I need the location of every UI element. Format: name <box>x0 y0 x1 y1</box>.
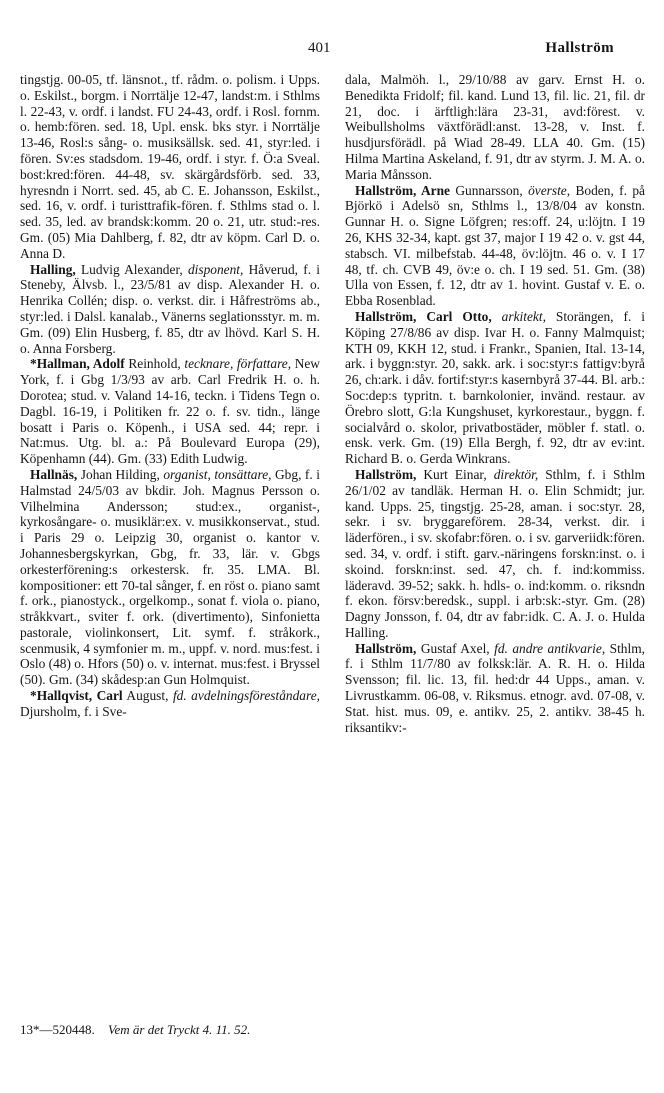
page-number: 401 <box>308 40 331 56</box>
entry-surname: *Hallman, Adolf <box>30 356 125 372</box>
entry-hallnas <box>20 467 320 688</box>
entry-body: Håverud, f. i Steneby, Älvsb. l., 23/5/81 av disp. Alexander H. o. Henrika Collén; disp. o. verkst. dir. i Håfreströms ab., styr:led. i Dalsl. kanalab., Vänerns seglationsstyr. m. m. Gm. (09) Elin Husberg, f. 85, dtr av lhövd. Karl S. H. o. Anna Forsberg. <box>20 261 320 356</box>
entry-body: New York, f. i Gbg 1/3/93 av arb. Carl Fredrik H. o. h. Dorotea; stud. v. Valand 14-16, teckn. i Tidens Tegn o. Dagbl. 16-19, i Politiken fr. 22 o. f. sv. tidn., länge bosatt i Paris o. Köpenh., i USA sed. 44; repr. i Nat:mus. Utg. bl. a.: På Boulevard Europa (29), Köpenhamn (44). Gm. (33) Edith Ludwig. <box>20 356 320 467</box>
entry-surname: *Hallqvist, Carl <box>30 688 123 704</box>
entry-hallqvist <box>20 688 320 720</box>
entry-body: Sthlm, f. i Sthlm 26/1/02 av tandläk. Herman H. o. Elin Schmidt; jur. kand. Upps. 25, tingstjg. 25-28, aman. i soc:styr. 28, sekr. i sv. bryggareförem. 28-34, verkst. dir. i läderfören., i sv. skofabr:fören. o. i sv. garveriidk:fören. sed. 34, v. ordf. i stift. garv.-näringens forskn:inst. o. i skoind. forskn:inst. sed. 47, ch. f. ind:kommiss. läderavd. 39-52; sakk. h. hdls- o. ind:komm. o. riksndn f. ekon. försv:beredsk., suppl. i arb:sk:-styr. Gm. (28) Dagny Jonsson, f. 04, dtr av fabr:idk. C. A. J. o. Hulda Halling. <box>345 466 645 640</box>
entry-occupation: direktör, <box>493 466 539 482</box>
entry-continuation: tingstjg. 00-05, tf. länsnot., tf. rådm. o. polism. i Upps. o. Eskilst., borgm. i Norrtälje 12-47, landst:m. i Sthlms l. 22-43, v. ordf. i landst. FU 24-43, ordf. i Rosl. fornm. o. hemb:fören. sed. 18, Upl. ensk. bks styr. i Norrtälje 13-46, Rosl:s sång- o. musiksällsk. sed. 41, styr:led. i fören. Sv:es stadsdom. 19-46, ordf. i styr. f. Ö:a Sveal. bost:kred:fören. 44-48, sv. skärgårdsförb. sed. 33, hyresndn i Norrt. sed. 45, ab C. E. Johansson, Eskilst., sed. 16, v. ordf. i turisttrafik-fören. f. Sthlms stad o. l. sed. 35, led. av brandsk:komm. 20 o. 21, utr. stud:-res. Gm. (05) Mia Dahlberg, f. 82, dtr av köpm. Carl D. o. Anna D. <box>20 72 320 261</box>
entry-surname: Hallnäs, <box>30 466 78 482</box>
entry-body: Boden, f. på Björkö i Adelsö sn, Sthlms l., 13/8/04 av konstn. Gunnar H. o. Signe Löfgren; res:off. 24, u:löjtn. I 19 26, KHS 32-34, kapt. gst 37, major I 19 42 o. v. gst 44, stabsch. VI. milbefstab. 44-48, öv:löjtn. 46 o. v. I 17 48, tf. ch. CVB 49, öv:e o. ch. I 19 sed. 51. Gm. (38) Ulla von Essen, f. 12, dtr av 1. hovint. Gustaf v. E. o. Ebba Rosenblad. <box>345 182 645 309</box>
entry-hallman <box>20 356 320 467</box>
entry-given-names: Ludvig Alexander, <box>80 261 183 277</box>
left-column <box>20 72 320 720</box>
running-head: Hallström <box>545 40 614 56</box>
entry-occupation: fd. andre antikvarie, <box>494 640 606 656</box>
entry-given-names: Johan Hilding, <box>80 466 160 482</box>
entry-surname: Hallström, <box>355 466 417 482</box>
entry-hallstrom-arne <box>345 183 645 309</box>
entry-occupation: arkitekt, <box>501 308 546 324</box>
entry-occupation: överste, <box>528 182 571 198</box>
entry-surname: Hallström, <box>355 640 417 656</box>
entry-given-names: Reinhold, <box>128 356 181 372</box>
entry-body: Djursholm, f. i Sve- <box>20 703 127 719</box>
entry-body: Storängen, f. i Köping 27/8/86 av disp. Ivar H. o. Fanny Malmquist; KTH 09, KKH 12, stud. i Frankr., Spanien, Ital. 13-14, ark. i byggn:styr. 20, sakk. ark. i soc:styr:s fattigv:byrå 26, ch:ark. i dåv. fortif:styr:s kasernbyrå 37-44. Bl. arb.: Soc:dep:s typritn. t. barnkolonier, invänd. restaur. av Örebro slott, G:la Kungshuset, kyrkorestaur., byggn. f. socialvård o. skolor, privatbostäder, möbler f. statl. o. ensk. verk. Gm. (19) Ella Bergh, f. 92, dtr av ev:int. Richard B. o. Gerda Winkrans. <box>345 308 645 467</box>
entry-given-names: August, <box>126 688 169 704</box>
entry-occupation: tecknare, författare, <box>184 356 292 372</box>
entry-hallstrom-carl-otto <box>345 309 645 467</box>
entry-occupation: disponent, <box>187 261 244 277</box>
entry-continuation: dala, Malmöh. l., 29/10/88 av garv. Ernst H. o. Benedikta Fridolf; fil. kand. Lund 13, fil. lic. 21, fil. dr 21, doc. i ärftligh:lära 23-31, avd:förest. v. Weibullsholms växtförädl:anst. 13-28, v. Inst. f. husdjursförädl. på Wiad 28-49. LLA 40. Gm. (15) Hilma Martina Askeland, f. 91, dtr av styrm. J. M. A. o. Maria Månsson. <box>345 72 645 182</box>
right-column <box>345 72 645 735</box>
printer-signature: 13*—520448. <box>20 1022 95 1037</box>
entry-body: Sthlm, f. i Sthlm 11/7/80 av folksk:lär. A. R. H. o. Hilda Svensson; fil. lic. 13, fil. hed:dr 44 Upps., aman. v. Livrustkamm. 06-08, v. Riksmus. etnogr. avd. 07-08, v. Stat. hist. mus. 09, e. antikv. 25, 2. antikv. 38-45 h. riksantikv:- <box>345 640 645 735</box>
page-header <box>0 40 664 64</box>
page-footer <box>20 1022 250 1038</box>
entry-occupation: organist, tonsättare, <box>163 466 272 482</box>
entry-given-names: Gustaf Axel, <box>420 640 490 656</box>
entry-surname: Hallström, Arne <box>355 182 450 198</box>
print-stamp: Vem är det Tryckt 4. 11. 52. <box>108 1022 251 1037</box>
entry-occupation: fd. avdelningsföreståndare, <box>172 688 320 704</box>
entry-halling <box>20 262 320 357</box>
entry-given-names: Kurt Einar, <box>423 466 487 482</box>
entry-surname: Hallström, Carl Otto, <box>355 308 492 324</box>
entry-hallstrom-gustaf <box>345 641 645 736</box>
entry-surname: Halling, <box>30 261 76 277</box>
entry-hallstrom-kurt <box>345 467 645 641</box>
entry-body: Gbg, f. i Halmstad 24/5/03 av bkdir. Joh. Magnus Persson o. Vilhelmina Andersson; stud:ex., organist-, kyrkosångare- o. musiklär:ex. v. musikkonservat., stud. i Paris 29 o. Leipzig 30, organist o. kantor v. Johannesbergskyrkan, Gbg, fr. 33, lär. v. Gbgs orkesterförening:s orkestersk. fr. 35. LMA. Bl. kompositioner: ett 70-tal sånger, f. en röst o. piano samt f. ork., pianostyck., orgelkomp., sonat f. viola o. piano, stråkkvart., sviter f. ork. (divertimento), Sinfonietta pastorale, violinkonsert, Lit. symf. f. stråkork., scenmusik, 4 symfonier m. m., uppf. v. nord. mus:fest. i Oslo (48) o. Hfors (50) o. v. internat. mus:fest. i Bryssel (50). Gm. (34) skådesp:an Gun Holmquist. <box>20 466 321 688</box>
entry-given-names: Gunnarsson, <box>455 182 523 198</box>
